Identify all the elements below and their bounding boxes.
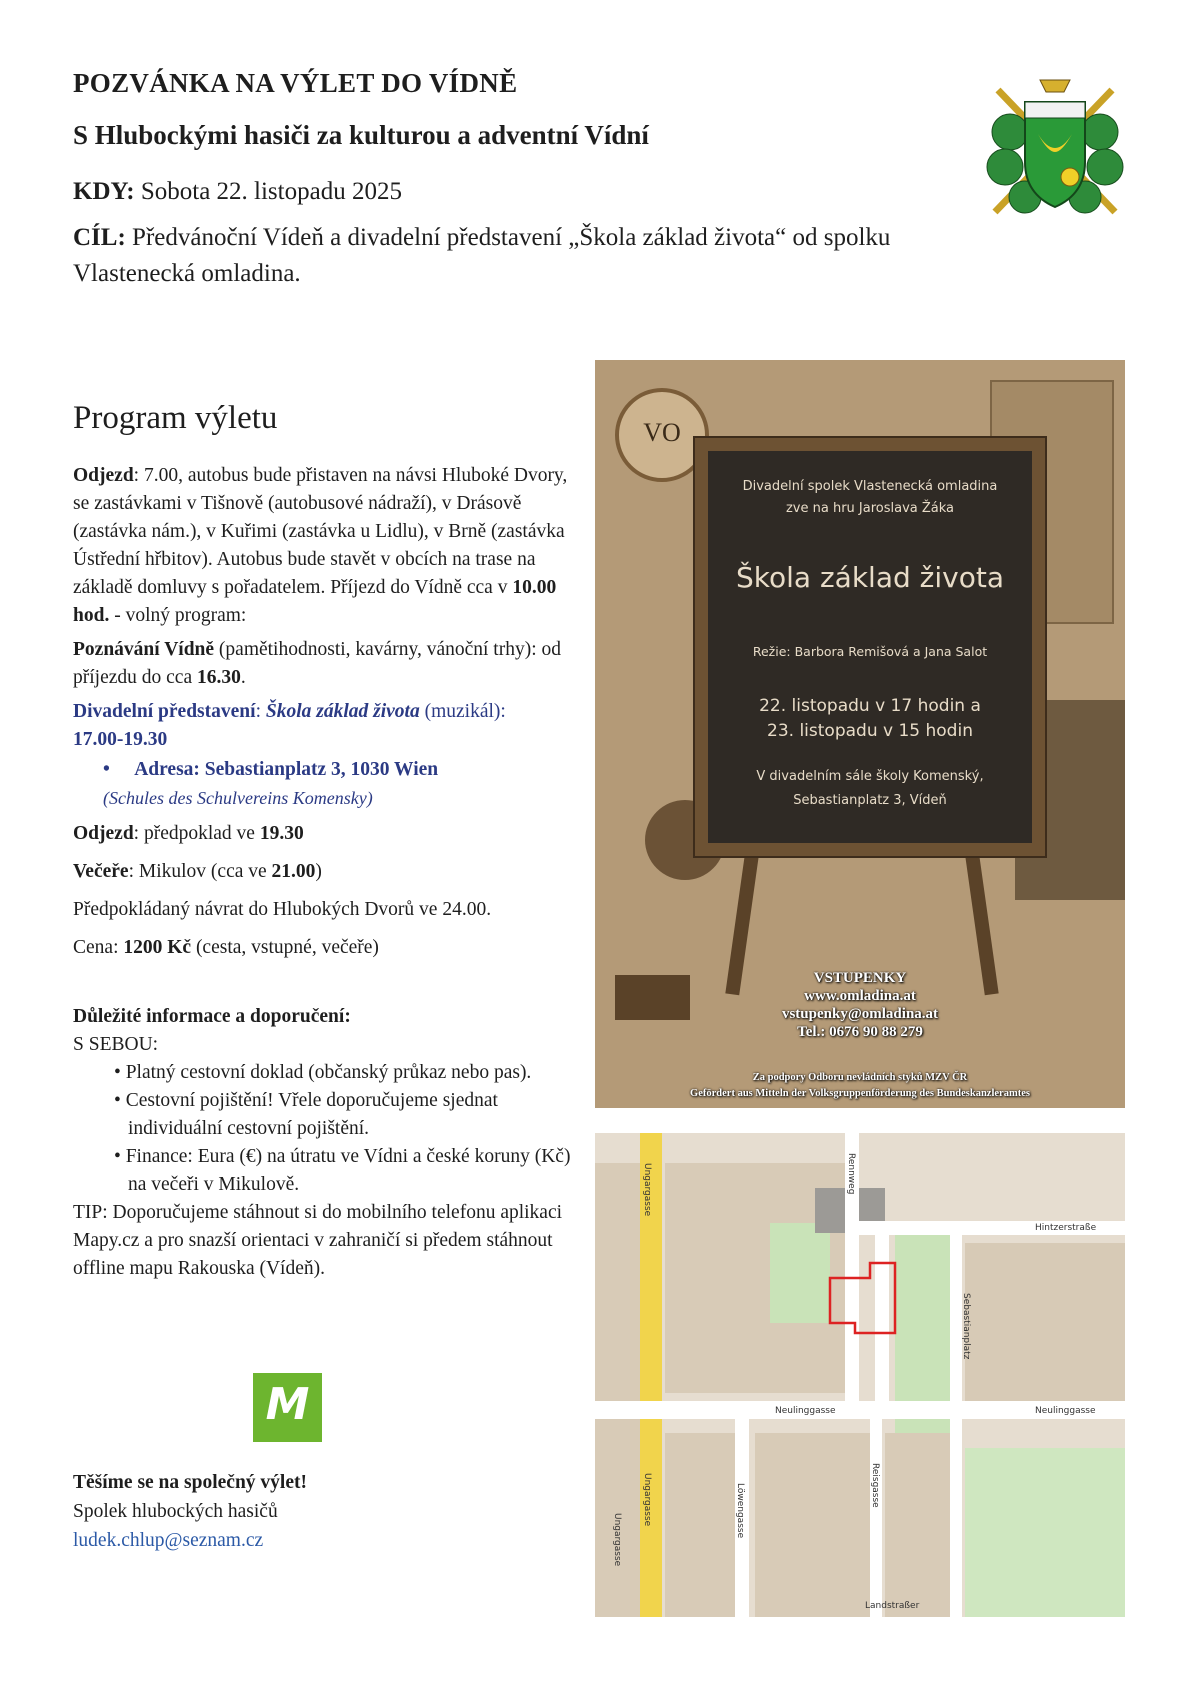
poster-tel: Tel.: 0676 90 88 279 xyxy=(797,1024,923,1040)
departure-text: , autobus bude přistaven na návsi Hluboké Dvory, se zastávkami v Tišnově (autobusové nádraží), v Drásově (zastávka nám.), v Kuřimi (zastávka u Lidlu), v Brně (zastávka Ústřední hřbitov). Autobus bude stavět v obcích na trase na základě domluvy s pořadatelem. Příjezd do Vídně cca v xyxy=(73,465,568,598)
poster-support2: Gefördert aus Mitteln der Volksgruppenförderung des Bundeskanzleramtes xyxy=(690,1088,1030,1099)
poster-director: Režie: Barbora Remišová a Jana Salot xyxy=(752,644,988,659)
return-text: : předpoklad ve xyxy=(133,823,260,844)
poster-venue2: Sebastianplatz 3, Vídeň xyxy=(793,793,947,808)
contact-email-link[interactable]: ludek.chlup@seznam.cz xyxy=(73,1530,264,1551)
street-label: Neulinggasse xyxy=(775,1406,836,1416)
return-time: 19.30 xyxy=(259,823,304,844)
dinner-time: 21.00 xyxy=(271,861,316,882)
program-arrival-home: Předpokládaný návrat do Hlubokých Dvorů ve 24.00. xyxy=(73,899,492,920)
map-park xyxy=(965,1448,1125,1617)
street-label: Hintzerstraße xyxy=(1035,1223,1097,1233)
closing-text: Těšíme se na společný výlet! xyxy=(73,1472,307,1493)
departure-label: Odjezd xyxy=(73,465,134,486)
info-section xyxy=(73,1003,593,1283)
theatre-address-note: (Schules des Schulvereins Komensky) xyxy=(103,788,373,808)
arrival-suffix: - volný program: xyxy=(109,605,247,626)
dinner-label: Večeře xyxy=(73,861,129,882)
program-theatre: Divadelní představení: Škola základ života (muzikál): 17.00-19.30 xyxy=(73,701,506,750)
program-return xyxy=(73,820,588,848)
street-label: Ungargasse xyxy=(642,1163,652,1217)
street-label: Landstraßer xyxy=(865,1601,920,1611)
poster-title: Škola základ života xyxy=(736,561,1004,594)
map-park xyxy=(770,1223,830,1323)
list-item-text: Platný cestovní doklad (občanský průkaz nebo pas). xyxy=(125,1062,532,1083)
tip-text: TIP: Doporučujeme stáhnout si do mobilního telefonu aplikaci Mapy.cz a pro snazší orientaci v zahraničí si předem stáhnout offline mapu Rakouska (Vídeň). xyxy=(73,1202,563,1279)
arrival-time: 10.00 hod. xyxy=(73,577,557,626)
sightseeing-text: (pamětihodnosti, kavárny, vánoční trhy): od příjezdu do cca xyxy=(73,639,561,688)
map-canvas xyxy=(595,1133,1125,1617)
poster-line1: Divadelní spolek Vlastenecká omladina xyxy=(742,479,998,494)
list-item: • Finance: Eura (€) na útratu ve Vídni a české koruny (Kč) na večeři v Mikulově. xyxy=(114,1146,571,1195)
event-goal xyxy=(73,220,903,292)
list-item-text: Cestovní pojištění! Vřele doporučujeme sjednat individuální cestovní pojištění. xyxy=(125,1090,498,1139)
street-label: Rennweg xyxy=(846,1153,856,1195)
list-item: • Platný cestovní doklad (občanský průkaz nebo pas). xyxy=(114,1062,532,1083)
when-value: Sobota 22. listopadu 2025 xyxy=(134,178,402,205)
poster-line2: zve na hru Jaroslava Žáka xyxy=(785,501,955,516)
list-item-text: Finance: Eura (€) na útratu ve Vídni a české koruny (Kč) na večeři v Mikulově. xyxy=(125,1146,571,1195)
page-subtitle: S Hlubockými hasiči za kulturou a adventní Vídní xyxy=(73,120,649,150)
bring-label: S SEBOU: xyxy=(73,1034,159,1055)
theatre-address: • Adresa: Sebastianplatz 3, 1030 Wien xyxy=(103,759,439,780)
poster-web: www.omladina.at xyxy=(804,988,916,1004)
mapy-letter: M xyxy=(265,1379,310,1430)
footer xyxy=(73,1468,307,1555)
page-title: POZVÁNKA NA VÝLET DO VÍDNĚ xyxy=(73,68,518,98)
poster-chalkboard xyxy=(695,438,1045,856)
program-departure: Odjezd: 7.00, autobus bude přistaven na návsi Hluboké Dvory, se zastávkami v Tišnově (autobusové nádraží), v Drásově (zastávka nám.), v Kuřimi (zastávka u Lidlu), v Brně (zastávka Ústřední hřbitov). Autobus bude stavět v obcích na trase na základě domluvy s pořadatelem. Příjezd do Vídně cca v 10.00 hod. - volný program: xyxy=(73,465,568,626)
street-label: Neulinggasse xyxy=(1035,1406,1096,1416)
address-text: Adresa: Sebastianplatz 3, 1030 Wien xyxy=(134,759,439,780)
theatre-genre: (muzikál): xyxy=(419,701,506,722)
price-value: 1200 Kč xyxy=(123,937,192,958)
goal-label: CÍL: xyxy=(73,224,126,251)
program-sightseeing: Poznávání Vídně (pamětihodnosti, kavárny, vánoční trhy): od příjezdu do cca 16.30. xyxy=(73,639,561,688)
event-date xyxy=(73,174,402,210)
when-label: KDY: xyxy=(73,178,135,205)
return-label: Odjezd xyxy=(73,823,134,844)
poster-date1: 22. listopadu v 17 hodin a xyxy=(759,696,981,716)
street-label: Löwengasse xyxy=(735,1483,745,1539)
mapy-cz-logo[interactable] xyxy=(253,1373,322,1442)
location-map[interactable] xyxy=(595,1133,1125,1617)
price-label: Cena: xyxy=(73,937,124,958)
poster-venue1: V divadelním sále školy Komenský, xyxy=(756,769,984,784)
street-label: Ungargasse xyxy=(612,1513,622,1567)
poster-support1: Za podpory Odboru nevládních styků MZV ČR xyxy=(752,1072,968,1083)
street-label: Reisgasse xyxy=(870,1463,880,1508)
dinner-text: : Mikulov (cca ve xyxy=(128,861,272,882)
poster-date2: 23. listopadu v 15 hodin xyxy=(767,721,973,741)
list-item: • Cestovní pojištění! Vřele doporučujeme sjednat individuální cestovní pojištění. xyxy=(114,1090,498,1139)
sightseeing-end: 16.30 xyxy=(196,667,241,688)
price-note: (cesta, vstupné, večeře) xyxy=(191,937,379,958)
program-price xyxy=(73,934,588,962)
theatre-time: 17.00-19.30 xyxy=(73,729,168,750)
theatre-label: Divadelní představení xyxy=(73,701,256,722)
fire-brigade-crest-logo xyxy=(980,72,1130,222)
poster-tickets-label: VSTUPENKY xyxy=(813,970,907,986)
program-section xyxy=(73,462,588,968)
poster-logo-letters: VO xyxy=(643,418,681,447)
street-label: Sebastianplatz xyxy=(961,1293,971,1360)
sightseeing-label: Poznávání Vídně xyxy=(73,639,215,660)
info-heading: Důležité informace a doporučení: xyxy=(73,1006,351,1027)
program-heading: Program výletu xyxy=(73,400,278,436)
street-label: Ungargasse xyxy=(642,1473,652,1527)
departure-time: 7.00 xyxy=(143,465,179,486)
poster-mail: vstupenky@omladina.at xyxy=(781,1006,939,1022)
program-dinner: Večeře: Mikulov (cca ve 21.00) xyxy=(73,861,322,882)
organization-name: Spolek hlubockých hasičů xyxy=(73,1501,278,1522)
theatre-title: Škola základ života xyxy=(265,701,420,722)
goal-value: Předvánoční Vídeň a divadelní představení „Škola základ života“ od spolku Vlastenecká omladina. xyxy=(73,224,891,287)
theatre-poster xyxy=(595,360,1125,1108)
